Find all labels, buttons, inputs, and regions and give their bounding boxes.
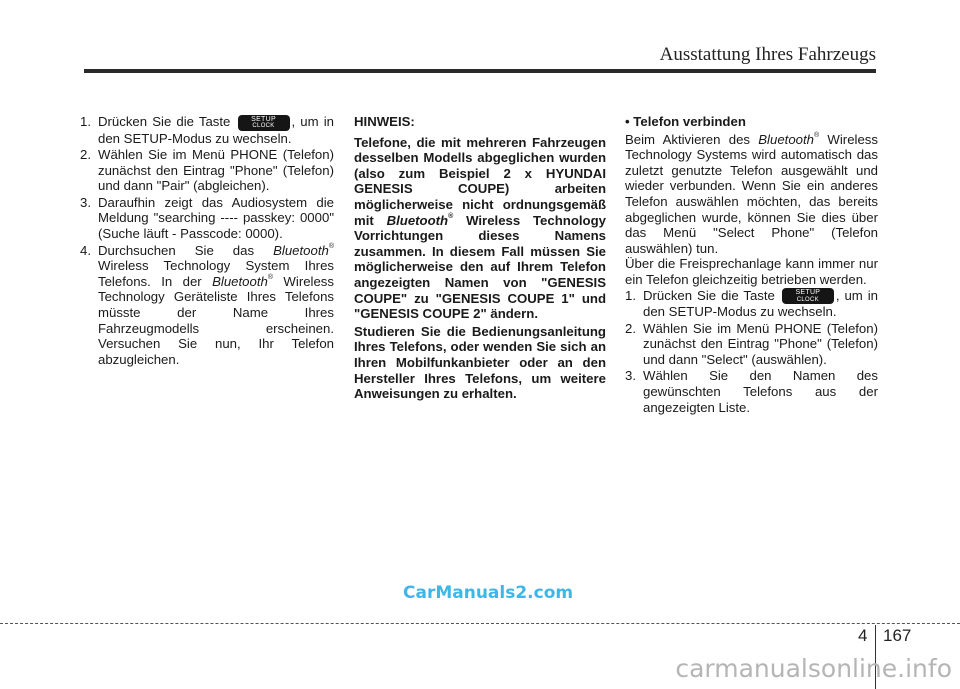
step-number: 3. [80, 194, 91, 210]
chapter-title: Ausstattung Ihres Fahrzeugs [659, 44, 876, 65]
step-text: Wählen Sie im Menü PHONE (Telefon) zunächst den Eintrag "Phone" (Telefon) und dann "Pair" (abgleichen). [98, 147, 334, 194]
step-number: 3. [625, 368, 636, 384]
step-number: 2. [80, 147, 91, 163]
step-4 [80, 243, 334, 368]
footer-dashed-rule [0, 623, 960, 624]
button-label-setup: SETUP [795, 289, 821, 297]
pairing-steps [80, 114, 334, 367]
step-3 [625, 368, 878, 415]
step-3 [80, 195, 334, 242]
header-rule [84, 69, 876, 73]
step-text: Durchsuchen Sie das [98, 242, 274, 258]
registered-mark: ® [328, 242, 334, 250]
note-heading: HINWEIS: [354, 114, 415, 129]
bluetooth-brand: Bluetooth [273, 242, 329, 258]
watermark-carmanualsonline: carmanualsonline.info [675, 654, 952, 683]
step-1 [625, 288, 878, 320]
para-text: Beim Aktivieren des [625, 131, 759, 147]
button-label-clock: CLOCK [252, 123, 275, 130]
step-text: Drücken Sie die Taste [643, 287, 780, 303]
page-number: 167 [883, 626, 912, 645]
bluetooth-brand: Bluetooth [758, 131, 814, 147]
step-text: , um in den SETUP-Modus zu wechseln. [643, 287, 879, 320]
section-heading: • Telefon verbinden [625, 114, 746, 129]
step-text: Drücken Sie die Taste [98, 114, 236, 129]
button-label-clock: CLOCK [796, 296, 819, 303]
note-paragraph-1 [354, 135, 606, 322]
select-phone-steps [625, 288, 878, 416]
step-2 [80, 147, 334, 194]
step-number: 2. [625, 320, 636, 336]
bluetooth-brand: Bluetooth [212, 273, 268, 289]
step-number: 1. [625, 287, 636, 303]
step-1 [80, 114, 334, 146]
step-text: Daraufhin zeigt das Audiosystem die Meldung "searching ---- passkey: 0000" (Suche läuft - Passcode: 0000). [98, 194, 334, 242]
column-middle [354, 114, 606, 402]
column-left [80, 114, 334, 368]
step-text: , um in den SETUP-Modus zu wechseln. [98, 114, 334, 146]
button-label-setup: SETUP [251, 115, 276, 123]
registered-mark: ® [267, 273, 274, 281]
bluetooth-brand: Bluetooth [386, 212, 449, 228]
step-number: 1. [80, 114, 91, 129]
registered-mark: ® [448, 212, 454, 220]
para-text: Wireless Technology Systems wird automatisch das zuletzt genutzte Telefon ausgewählt und wieder verbunden. Wenn Sie ein anderes Telefon auswählen möchten, das bereits abgeglichen wurde, können Sie dies über das Menü "Select Phone" (Telefon auswählen) tun. [625, 131, 878, 256]
step-text: Wählen Sie den Namen des gewünschten Telefons aus der angezeigten Liste. [643, 368, 878, 415]
watermark-carmanuals2: CarManuals2.com [403, 583, 574, 603]
note-text: Wireless Technology Vorrichtungen dieses Namens zusammen. In diesem Fall müssen Sie möglicherweise den auf Ihrem Telefon angezeigten Namen von "GENESIS COUPE" zu "GENESIS COUPE 1" und "GENESIS COUPE 2" ändern. [354, 212, 606, 322]
step-text: Wireless Technology System Ihres Telefons. In der [98, 258, 334, 289]
setup-clock-button-icon [238, 115, 290, 131]
setup-clock-button-icon [782, 288, 834, 304]
note-text: Telefone, die mit mehreren Fahrzeugen desselben Modells abgeglichen wurden (also zum Beispiel 2 x HYUNDAI GENESIS COUPE) arbeiten möglicherweise nicht ordnungsgemäß mit [354, 134, 606, 228]
chapter-number: 4 [858, 626, 868, 645]
registered-mark: ® [814, 131, 820, 139]
note-paragraph-2: Studieren Sie die Bedienungsanleitung Ihres Telefons, oder wenden Sie sich an Ihren Mobilfunkanbieter oder an den Hersteller Ihres Telefons, um weitere Anweisungen zu erhalten. [354, 323, 606, 402]
connect-paragraph-2: Über die Freisprechanlage kann immer nur ein Telefon gleichzeitig betrieben werden. [625, 256, 878, 287]
step-text: Wireless Technology Geräteliste Ihres Telefons müsste der Name Ihres Fahrzeugmodells erscheinen. Versuchen Sie nun, Ihr Telefon abzugleichen. [98, 273, 334, 367]
column-right [625, 114, 878, 416]
step-number: 4. [80, 242, 91, 258]
step-2 [625, 321, 878, 368]
step-text: Wählen Sie im Menü PHONE (Telefon) zunächst den Eintrag "Phone" (Telefon) und dann "Select" (auswählen). [643, 320, 878, 367]
connect-paragraph-1 [625, 132, 878, 257]
